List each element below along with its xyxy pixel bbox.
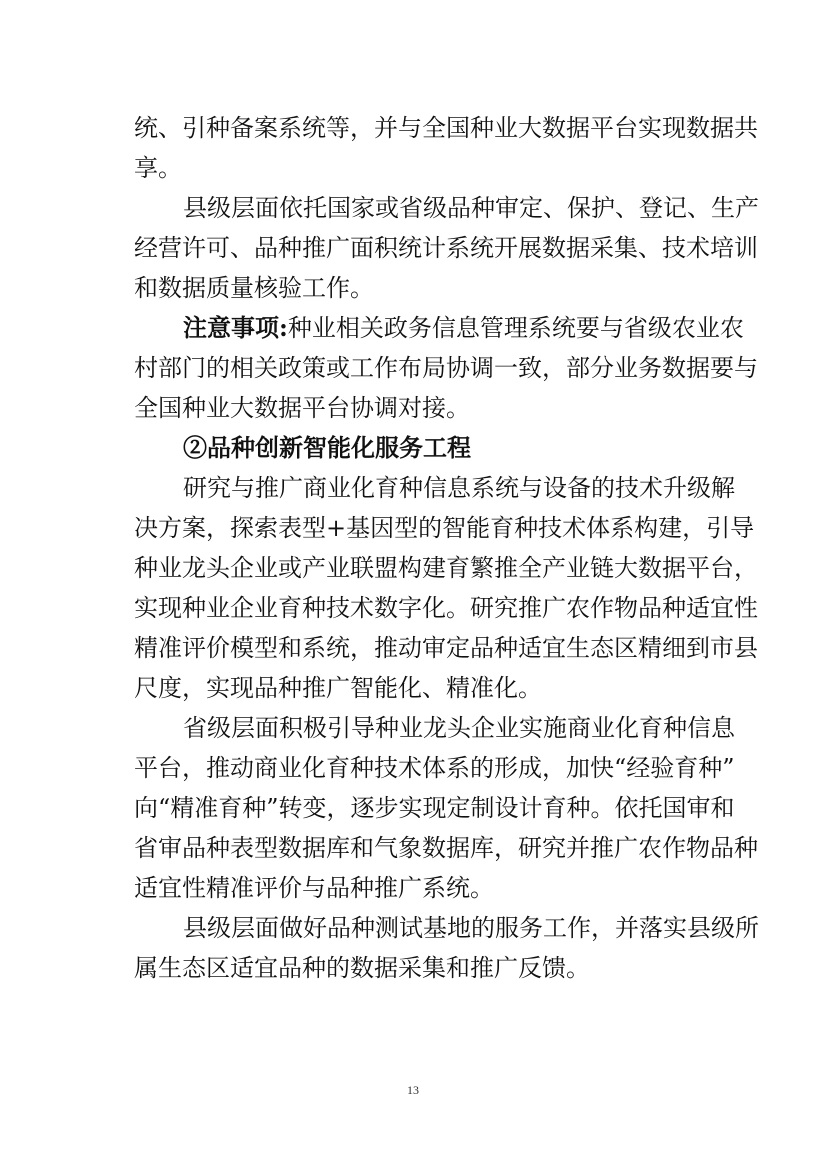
text-line: 村部门的相关政策或工作布局协调一致，部分业务数据要与 (134, 354, 758, 382)
text-line: 尺度，实现品种推广智能化、精准化。 (134, 674, 542, 702)
text-line: 县级层面做好品种测试基地的服务工作，并落实县级所 (183, 914, 759, 942)
text-line: 属生态区适宜品种的数据采集和推广反馈。 (134, 954, 590, 982)
text-line: 精准评价模型和系统，推动审定品种适宜生态区精细到市县 (134, 634, 758, 662)
page-number: 13 (407, 1083, 419, 1097)
note-label: 注意事项: (183, 313, 288, 342)
text-line: 种业龙头企业或产业联盟构建育繁推全产业链大数据平台， (134, 554, 758, 582)
text-line: 省审品种表型数据库和气象数据库，研究并推广农作物品种 (134, 834, 758, 862)
text-line: 平台，推动商业化育种技术体系的形成，加快“经验育种” (134, 754, 735, 782)
document-body (134, 108, 759, 988)
section-heading: ②品种创新智能化服务工程 (183, 433, 471, 462)
text-line: 经营许可、品种推广面积统计系统开展数据采集、技术培训 (134, 234, 758, 262)
text-line: 享。 (134, 154, 182, 182)
text-line: 适宜性精准评价与品种推广系统。 (134, 874, 494, 902)
text-line: 统、引种备案系统等，并与全国种业大数据平台实现数据共 (134, 114, 758, 142)
text-line: 县级层面依托国家或省级品种审定、保护、登记、生产 (183, 194, 759, 222)
text-line: 省级层面积极引导种业龙头企业实施商业化育种信息 (183, 714, 735, 742)
text-line: 向“精准育种”转变，逐步实现定制设计育种。依托国审和 (134, 794, 735, 822)
text-line: 全国种业大数据平台协调对接。 (134, 394, 470, 422)
note-line (183, 308, 744, 348)
text-line: 和数据质量核验工作。 (134, 274, 374, 302)
note-text: 种业相关政务信息管理系统要与省级农业农 (287, 314, 744, 342)
text-line: 研究与推广商业化育种信息系统与设备的技术升级解 (183, 474, 735, 502)
text-line: 实现种业企业育种技术数字化。研究推广农作物品种适宜性 (134, 594, 758, 622)
text-line: 决方案，探索表型+基因型的智能育种技术体系构建，引导 (134, 514, 755, 542)
